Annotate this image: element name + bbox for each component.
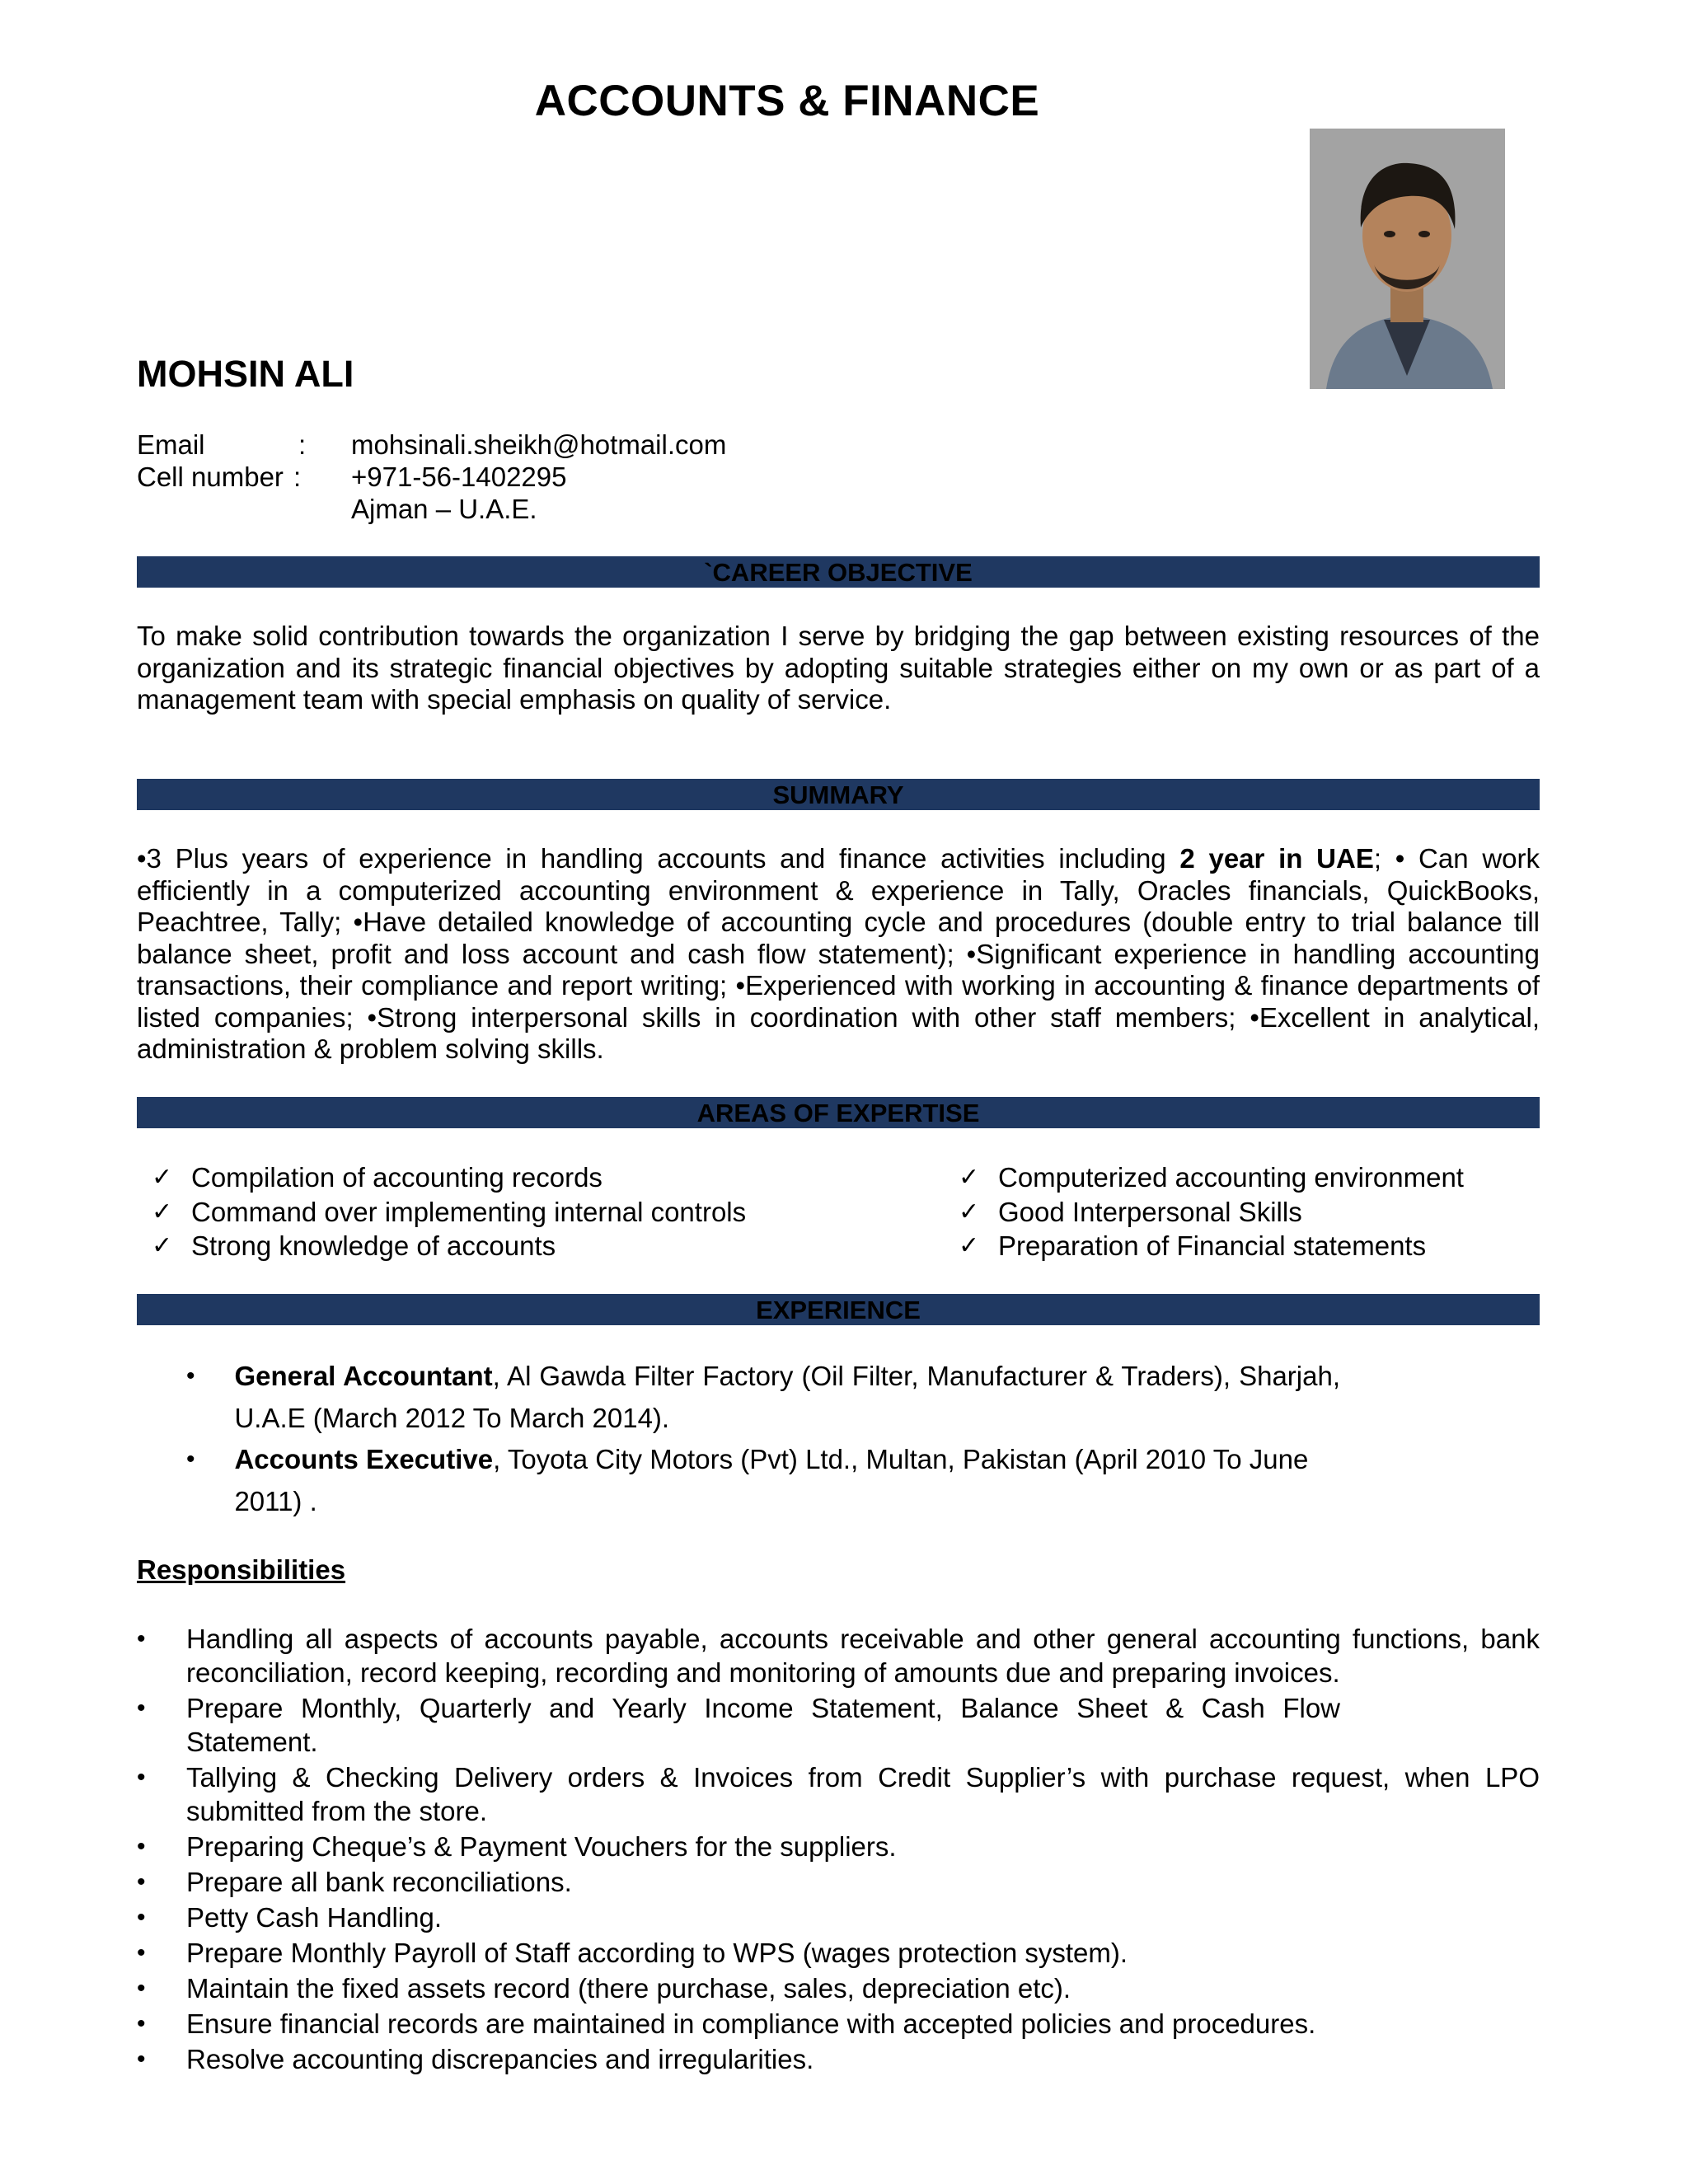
list-item-text: Maintain the fixed assets record (there purchase, sales, depreciation etc). [186, 1973, 1071, 2004]
bullet-icon: • [137, 1833, 146, 1860]
check-icon: ✓ [959, 1231, 980, 1260]
summary-part-2: ; • Can work efficiently in a computerized accounting environment & experience in Tally, Oracles financials, QuickBooks, Peachtree, Tally; •Have detailed knowledge of accounting cycle and procedures (double entry to trial balance till balance sheet, profit and loss account and cash flow statement); •Significant experience in handling accounting transactions, their compliance and report writing; •Experienced with working in accounting & finance departments of listed companies; •Strong interpersonal skills in coordination with other staff members; •Excellent in analytical, administration & problem solving skills. [137, 843, 1540, 1064]
career-objective-text: To make solid contribution towards the organization I serve by bridging the gap between existing resources of the organization and its strategic financial objectives by adopting suitable strategies either on my own or as part of a management team with special emphasis on quality of service. [137, 621, 1540, 715]
expertise-label: Preparation of Financial statements [998, 1230, 1427, 1261]
list-item [137, 1691, 1540, 1759]
bullet-icon: • [186, 1446, 195, 1473]
location-row [137, 493, 726, 525]
list-item-text: Tallying & Checking Delivery orders & Invoices from Credit Supplier’s with purchase request, when LPO submitted from the store. [186, 1762, 1540, 1826]
document-title: ACCOUNTS & FINANCE [534, 77, 1040, 125]
candidate-name: MOHSIN ALI [137, 353, 354, 395]
bullet-icon: • [137, 1694, 146, 1722]
expertise-column-right [959, 1160, 1464, 1263]
list-item [137, 1760, 1540, 1828]
check-icon: ✓ [959, 1163, 980, 1192]
bullet-icon: • [137, 1625, 146, 1652]
list-item [137, 1830, 1540, 1863]
bullet-icon: • [137, 2046, 146, 2073]
cell-value: +971-56-1402295 [351, 462, 567, 492]
bullet-icon: • [137, 1975, 146, 2002]
check-icon: ✓ [152, 1231, 173, 1260]
experience-detail: , Al Gawda Filter Factory (Oil Filter, Manufacturer & Traders), Sharjah, U.A.E (March 2012 To March 2014). [234, 1361, 1341, 1433]
list-item-text: Resolve accounting discrepancies and irregularities. [186, 2044, 814, 2074]
expertise-header: AREAS OF EXPERTISE [137, 1097, 1540, 1128]
location-value: Ajman – U.A.E. [351, 494, 537, 524]
expertise-item [959, 1160, 1464, 1195]
bullet-icon: • [137, 1764, 146, 1791]
responsibilities-heading: Responsibilities [137, 1554, 346, 1585]
expertise-item [152, 1229, 746, 1263]
experience-entry [186, 1439, 1340, 1522]
list-item [137, 1971, 1540, 2005]
expertise-label: Computerized accounting environment [998, 1162, 1464, 1193]
list-item [137, 2007, 1540, 2041]
list-item [137, 1936, 1540, 1970]
experience-text [234, 1356, 1340, 1439]
responsibilities-list [137, 1622, 1540, 2078]
summary-header: SUMMARY [137, 779, 1540, 810]
experience-role: General Accountant [234, 1361, 493, 1391]
list-item [137, 1622, 1540, 1690]
list-item [137, 1900, 1540, 1934]
experience-entry [186, 1356, 1340, 1439]
expertise-label: Compilation of accounting records [191, 1162, 603, 1193]
list-item-text: Preparing Cheque’s & Payment Vouchers for the suppliers. [186, 1831, 897, 1862]
expertise-label: Good Interpersonal Skills [998, 1196, 1302, 1227]
check-icon: ✓ [959, 1197, 980, 1226]
list-item-text: Prepare all bank reconciliations. [186, 1867, 572, 1897]
list-item-text: Prepare Monthly Payroll of Staff according to WPS (wages protection system). [186, 1938, 1128, 1968]
bullet-icon: • [137, 1868, 146, 1896]
check-icon: ✓ [152, 1197, 173, 1226]
list-item-text: Petty Cash Handling. [186, 1902, 443, 1933]
list-item-text: Handling all aspects of accounts payable, accounts receivable and other general accounting functions, bank reconciliation, record keeping, recording and monitoring of amounts due and preparing invoices. [186, 1624, 1540, 1688]
cell-row [137, 461, 726, 493]
career-objective-header: `CAREER OBJECTIVE [137, 556, 1540, 588]
expertise-label: Command over implementing internal controls [191, 1196, 747, 1227]
contact-block [137, 429, 726, 525]
cell-label: Cell number [137, 462, 284, 492]
email-label: Email [137, 429, 205, 460]
expertise-item [959, 1195, 1464, 1230]
summary-bold: 2 year in UAE [1179, 843, 1374, 874]
email-colon: : [298, 429, 307, 460]
list-item [137, 1865, 1540, 1899]
bullet-icon: • [137, 1904, 146, 1931]
list-item-text: Prepare Monthly, Quarterly and Yearly Income Statement, Balance Sheet & Cash Flow Statement. [186, 1693, 1340, 1757]
check-icon: ✓ [152, 1163, 173, 1192]
expertise-item [959, 1229, 1464, 1263]
bullet-icon: • [137, 2010, 146, 2037]
email-row [137, 429, 726, 461]
bullet-icon: • [186, 1362, 195, 1390]
summary-part-1: •3 Plus years of experience in handling accounts and finance activities including [137, 843, 1180, 874]
profile-photo [1310, 129, 1505, 389]
cell-colon: : [293, 462, 302, 492]
expertise-column-left [152, 1160, 746, 1263]
bullet-icon: • [137, 1939, 146, 1966]
experience-text [234, 1439, 1340, 1522]
expertise-label: Strong knowledge of accounts [191, 1230, 556, 1261]
list-item [137, 2042, 1540, 2076]
expertise-item [152, 1160, 746, 1195]
expertise-item [152, 1195, 746, 1230]
experience-detail: , Toyota City Motors (Pvt) Ltd., Multan, Pakistan (April 2010 To June 2011) . [234, 1444, 1309, 1516]
email-value[interactable]: mohsinali.sheikh@hotmail.com [351, 429, 727, 460]
experience-header: EXPERIENCE [137, 1294, 1540, 1325]
summary-text [137, 843, 1540, 1066]
experience-list [186, 1356, 1340, 1522]
experience-role: Accounts Executive [234, 1444, 494, 1474]
list-item-text: Ensure financial records are maintained in compliance with accepted policies and procedures. [186, 2008, 1316, 2039]
